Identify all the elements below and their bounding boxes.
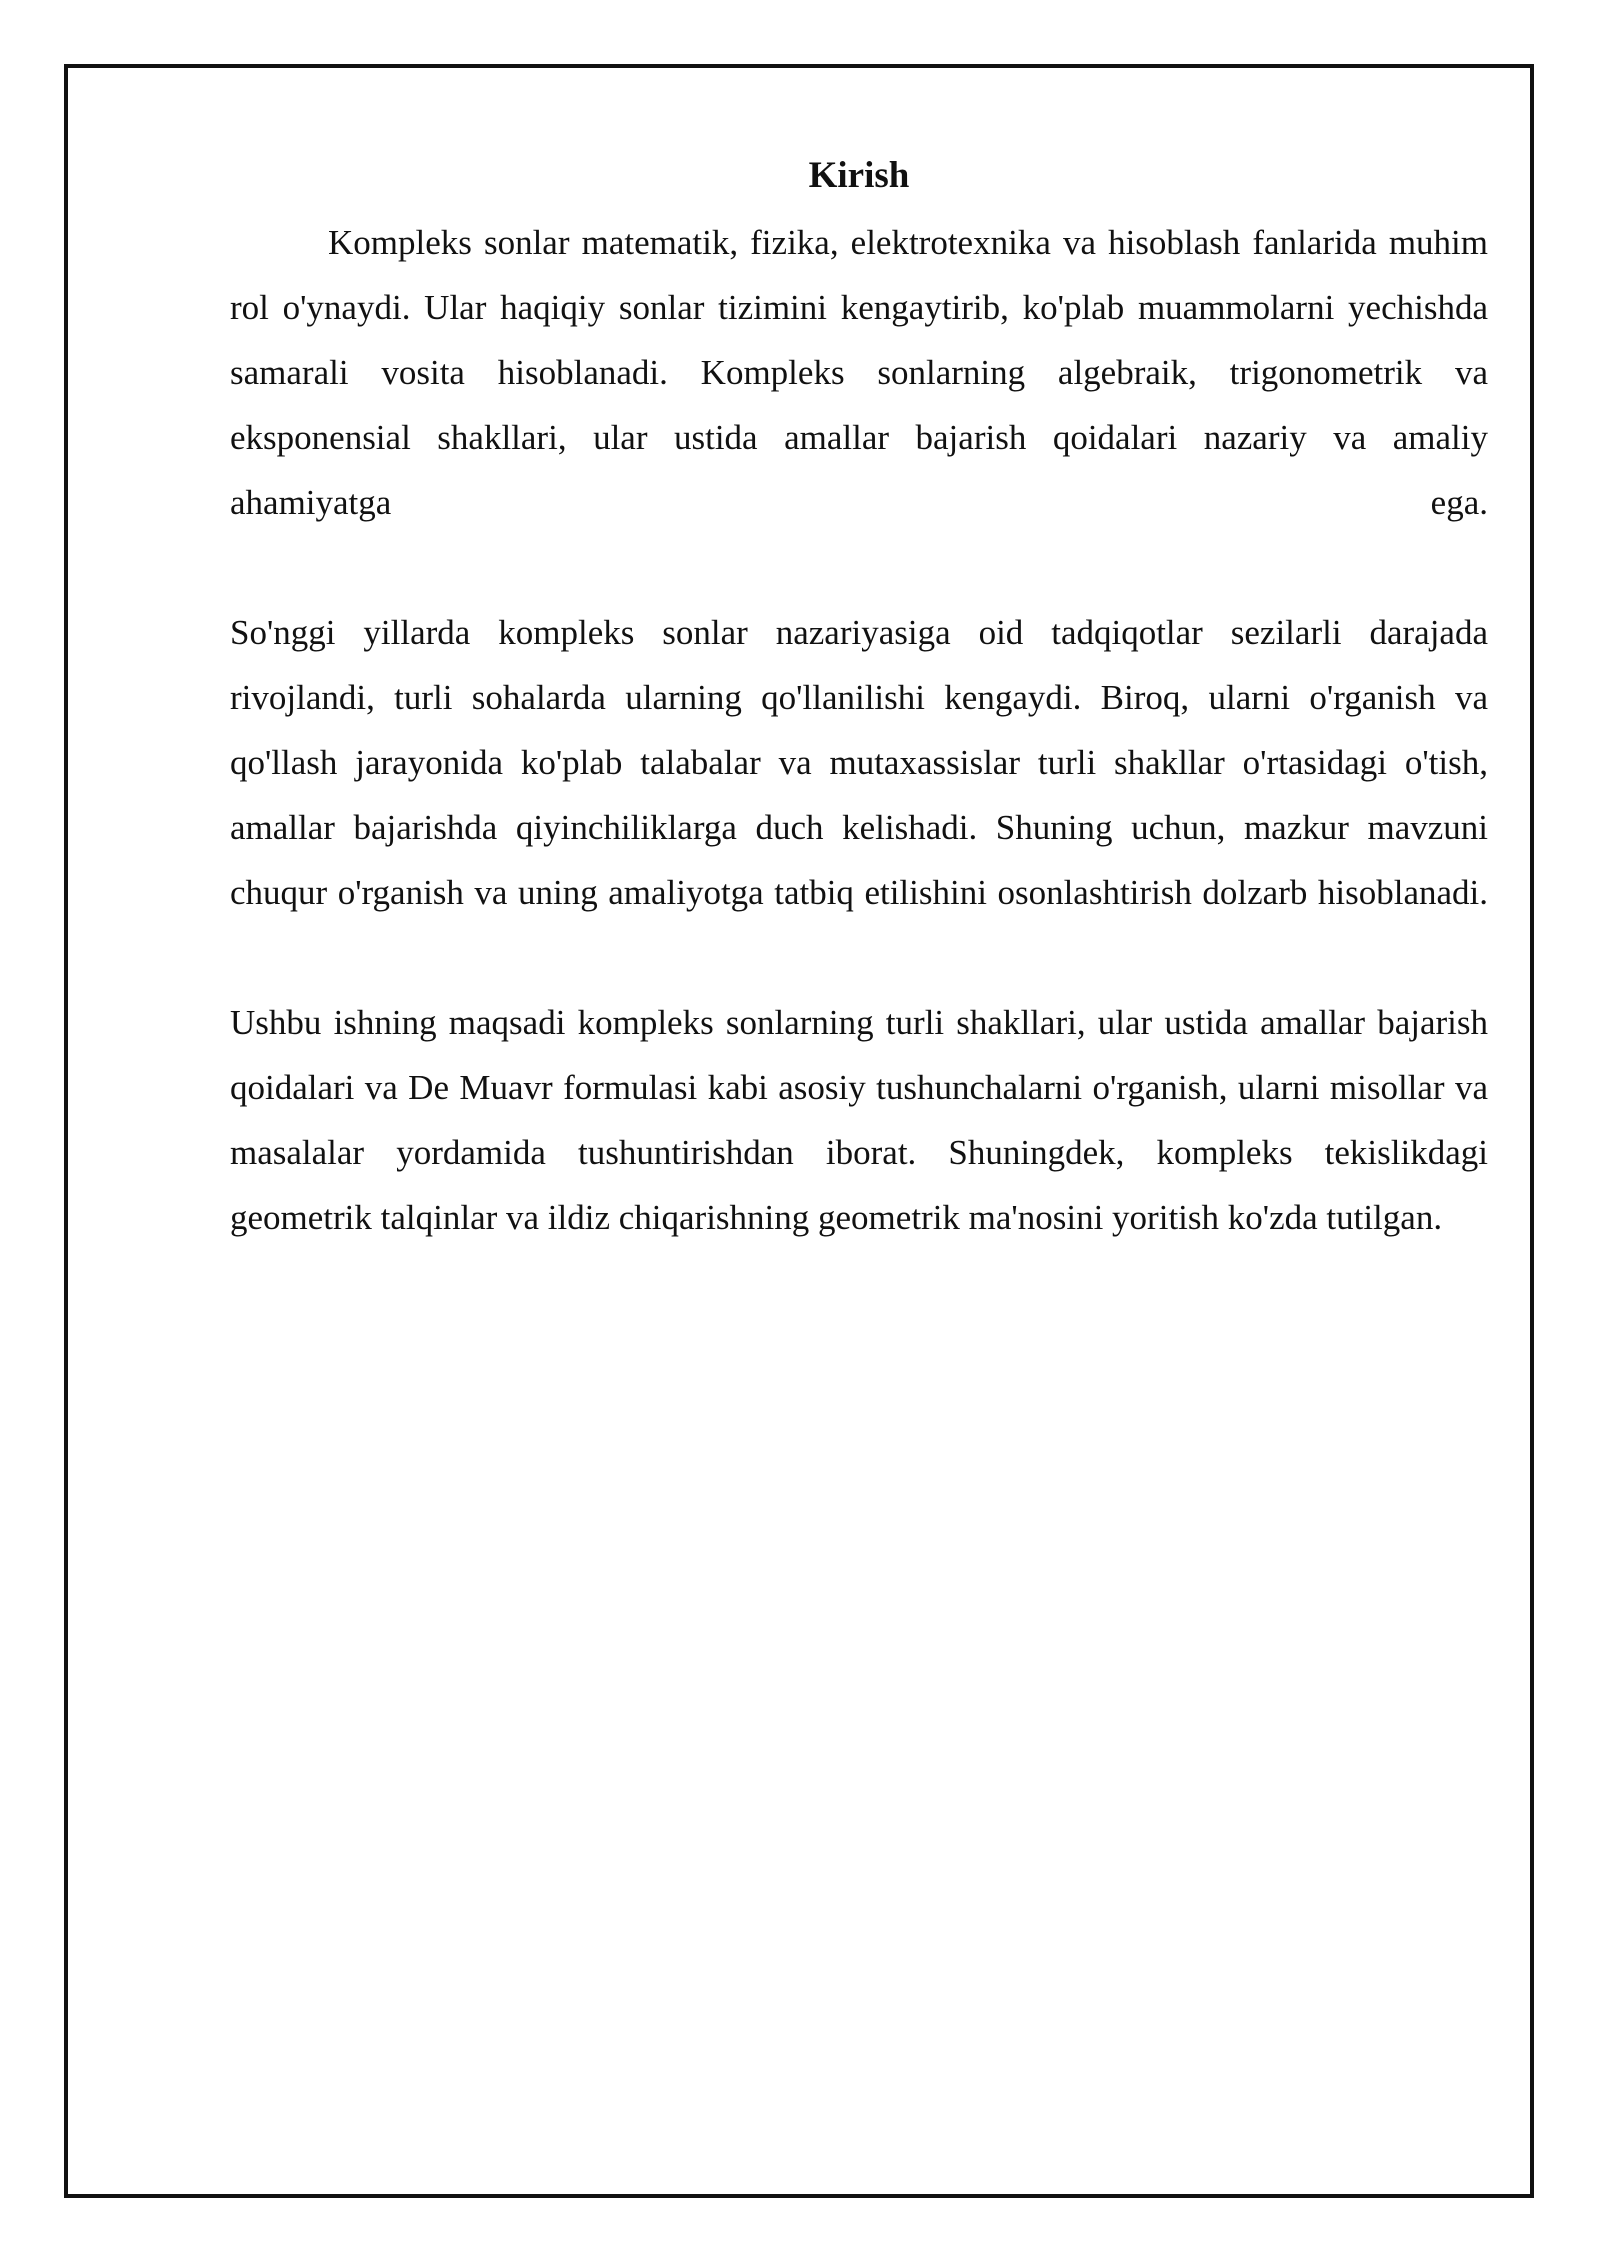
paragraph-3: Ushbu ishning maqsadi kompleks sonlarning turli shakllari, ular ustida amallar bajarish qoidalari va De Muavr formulasi kabi asosiy tushunchalarni o'rganish, ularni misollar va masalalar yordamida tushuntirishdan iborat. Shuningdek, kompleks tekislikdagi geometrik talqinlar va ildiz chiqarishning geometrik ma'nosini yoritish ko'zda tutilgan. <box>230 1003 1488 1237</box>
paragraph-spacer <box>230 535 1488 600</box>
paragraph-2: So'nggi yillarda kompleks sonlar nazariyasiga oid tadqiqotlar sezilarli darajada rivojlandi, turli sohalarda ularning qo'llanilishi kengaydi. Biroq, ularni o'rganish va qo'llash jarayonida ko'plab talabalar va mutaxassislar turli shakllar o'rtasidagi o'tish, amallar bajarishda qiyinchiliklarga duch kelishadi. Shuning uchun, mazkur mavzuni chuqur o'rganish va uning amaliyotga tatbiq etilishini osonlashtirish dolzarb hisoblanadi. <box>230 613 1488 912</box>
document-body <box>230 150 1488 1250</box>
paragraph-1: Kompleks sonlar matematik, fizika, elektrotexnika va hisoblash fanlarida muhim rol o'ynaydi. Ular haqiqiy sonlar tizimini kengaytirib, ko'plab muammolarni yechishda samarali vosita hisoblanadi. Kompleks sonlarning algebraik, trigonometrik va eksponensial shakllari, ular ustida amallar bajarish qoidalari nazariy va amaliy ahamiyatga ega. <box>230 223 1488 522</box>
paragraph-spacer <box>230 925 1488 990</box>
section-title: Kirish <box>808 155 910 196</box>
